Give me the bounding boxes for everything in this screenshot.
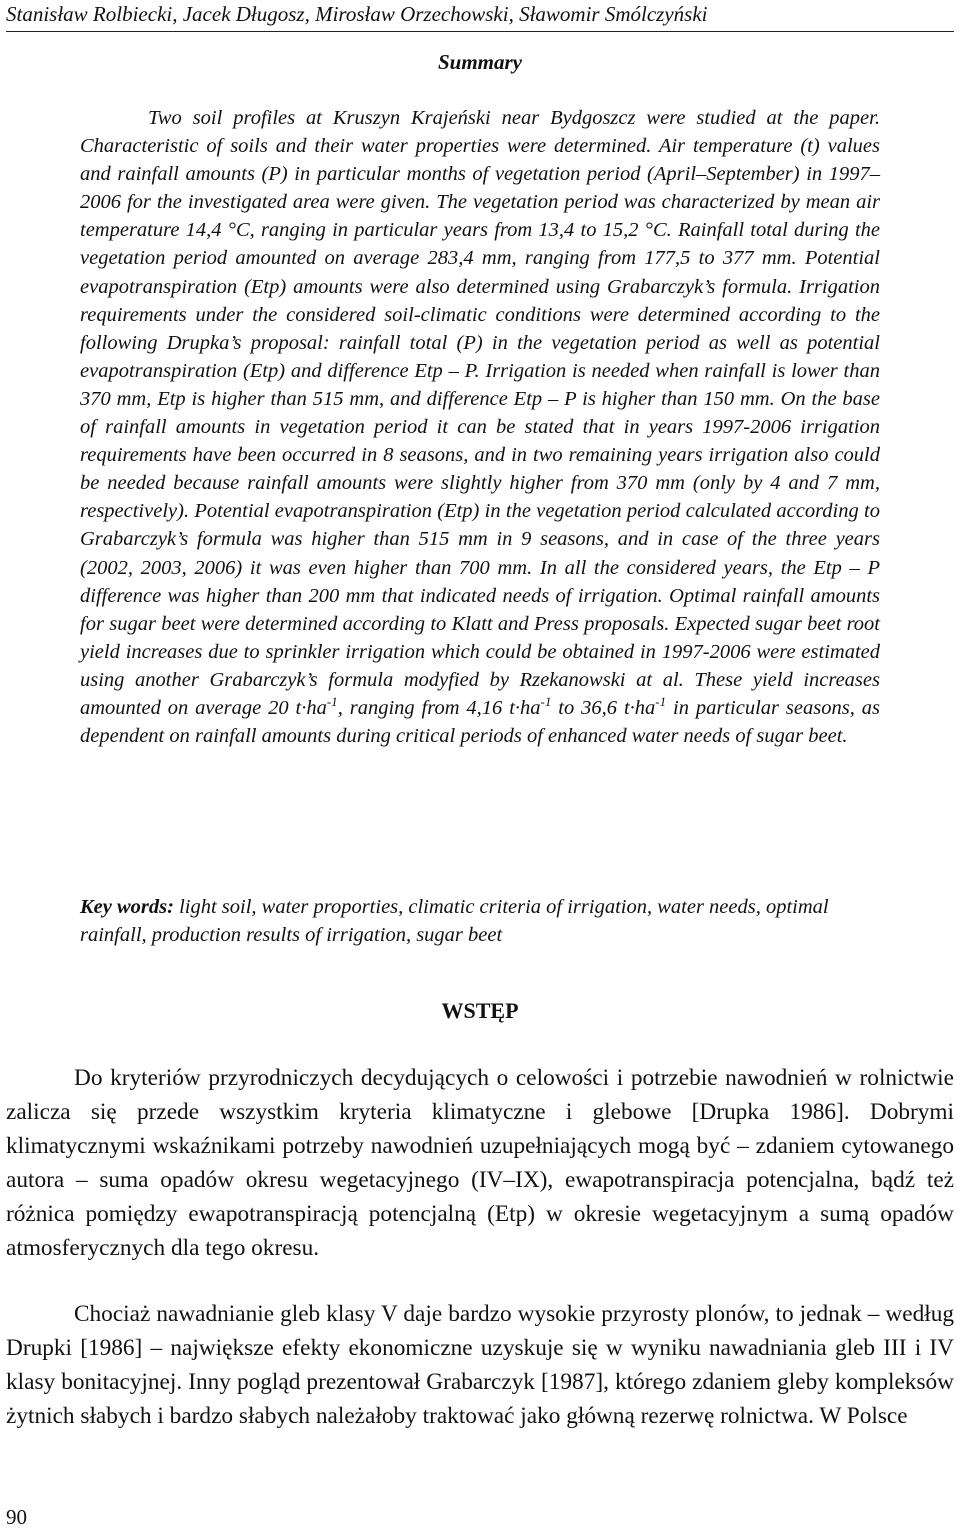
abstract-text-part-2: , ranging from 4,16 t·ha	[337, 696, 541, 719]
abstract-text-part-3: to 36,6 t·ha	[551, 696, 656, 719]
running-header-authors: Stanisław Rolbiecki, Jacek Długosz, Mirosław Orzechowski, Sławomir Smólczyński	[6, 0, 954, 32]
summary-title: Summary	[437, 50, 523, 74]
body-paragraph-1: Do kryteriów przyrodniczych decydujących o celowości i potrzebie nawodnień w rolnictwie zalicza się przede wszystkim kryteria klimatyczne i glebowe [Drupka 1986]. Dobrymi klimatycznymi wskaźnikami potrzeby nawodnień uzupełniających mogą być – zdaniem cytowanego autora – suma opadów okresu wegetacyjnego (IV–IX), ewapotranspiracja potencjalna, bądź też różnica pomiędzy ewapotranspiracją potencjalną (Etp) w okresie wegetacyjnym a sumą opadów atmosferycznych dla tego okresu.	[6, 1065, 954, 1262]
exponent-2: -1	[540, 694, 552, 710]
body-paragraph-2: Chociaż nawadnianie gleb klasy V daje bardzo wysokie przyrosty plonów, to jednak – według Drupki [1986] – największe efekty ekonomiczne uzyskuje się w wyniku nawadniania gleb III i IV klasy bonitacyjnej. Inny pogląd prezentował Grabarczyk [1987], którego zdaniem gleby kompleksów żytnich słabych i bardzo słabych należałoby traktować jako główną rezerwę rolnictwa. W Polsce	[6, 1301, 954, 1430]
abstract-text-part-4: in particular seasons, as dependent on rainfall amounts during critical periods of enhanced water needs of sugar beet.	[80, 696, 880, 748]
keywords-text: light soil, water proporties, climatic criteria of irrigation, water needs, optimal rainfall, production results of irrigation, sugar beet	[80, 896, 829, 947]
keywords-label: Key words:	[80, 896, 174, 918]
page-number: 90	[6, 1505, 27, 1529]
keywords-paragraph	[80, 893, 880, 949]
summary-abstract	[80, 104, 880, 750]
exponent-3: -1	[655, 694, 667, 710]
abstract-text-part-1: Two soil profiles at Kruszyn Krajeński near Bydgoszcz were studied at the paper. Characteristic of soils and their water properties were determined. Air temperature (t) values and rainfall amounts (P) in particular months of vegetation period (April–September) in 1997–2006 for the investigated area were given. The vegetation period was characterized by mean air temperature 14,4 °C, ranging in particular years from 13,4 to 15,2 °C. Rainfall total during the vegetation period amounted on average 283,4 mm, ranging from 177,5 to 377 mm. Potential evapotranspiration (Etp) amounts were also determined using Grabarczyk’s formula. Irrigation requirements under the considered soil-climatic conditions were determined according to the following Drupka’s proposal: rainfall total (P) in the vegetation period as well as potential evapotranspiration (Etp) and difference Etp – P. Irrigation is needed when rainfall is lower than 370 mm, Etp is higher than 515 mm, and difference Etp – P is higher than 150 mm. On the base of rainfall amounts in vegetation period it can be stated that in years 1997-2006 irrigation requirements have been occurred in 8 seasons, and in two remaining years irrigation also could be needed because rainfall amounts were slightly higher from 370 mm (only by 4 and 7 mm, respectively). Potential evapotranspiration (Etp) in the vegetation period calculated according to Grabarczyk’s formula was higher than 515 mm in 9 seasons, and in case of the three years (2002, 2003, 2006) it was even higher than 700 mm. In all the considered years, the Etp – P difference was higher than 200 mm that indicated needs of irrigation. Optimal rainfall amounts for sugar beet were determined according to Klatt and Press proposals. Expected sugar beet root yield increases due to sprinkler irrigation which could be obtained in 1997-2006 were estimated using another Grabarczyk’s formula modyfied by Rzekanowski at al. These yield increases amounted on average 20 t·ha	[80, 107, 880, 719]
exponent-1: -1	[326, 694, 338, 710]
section-title: WSTĘP	[441, 998, 519, 1023]
